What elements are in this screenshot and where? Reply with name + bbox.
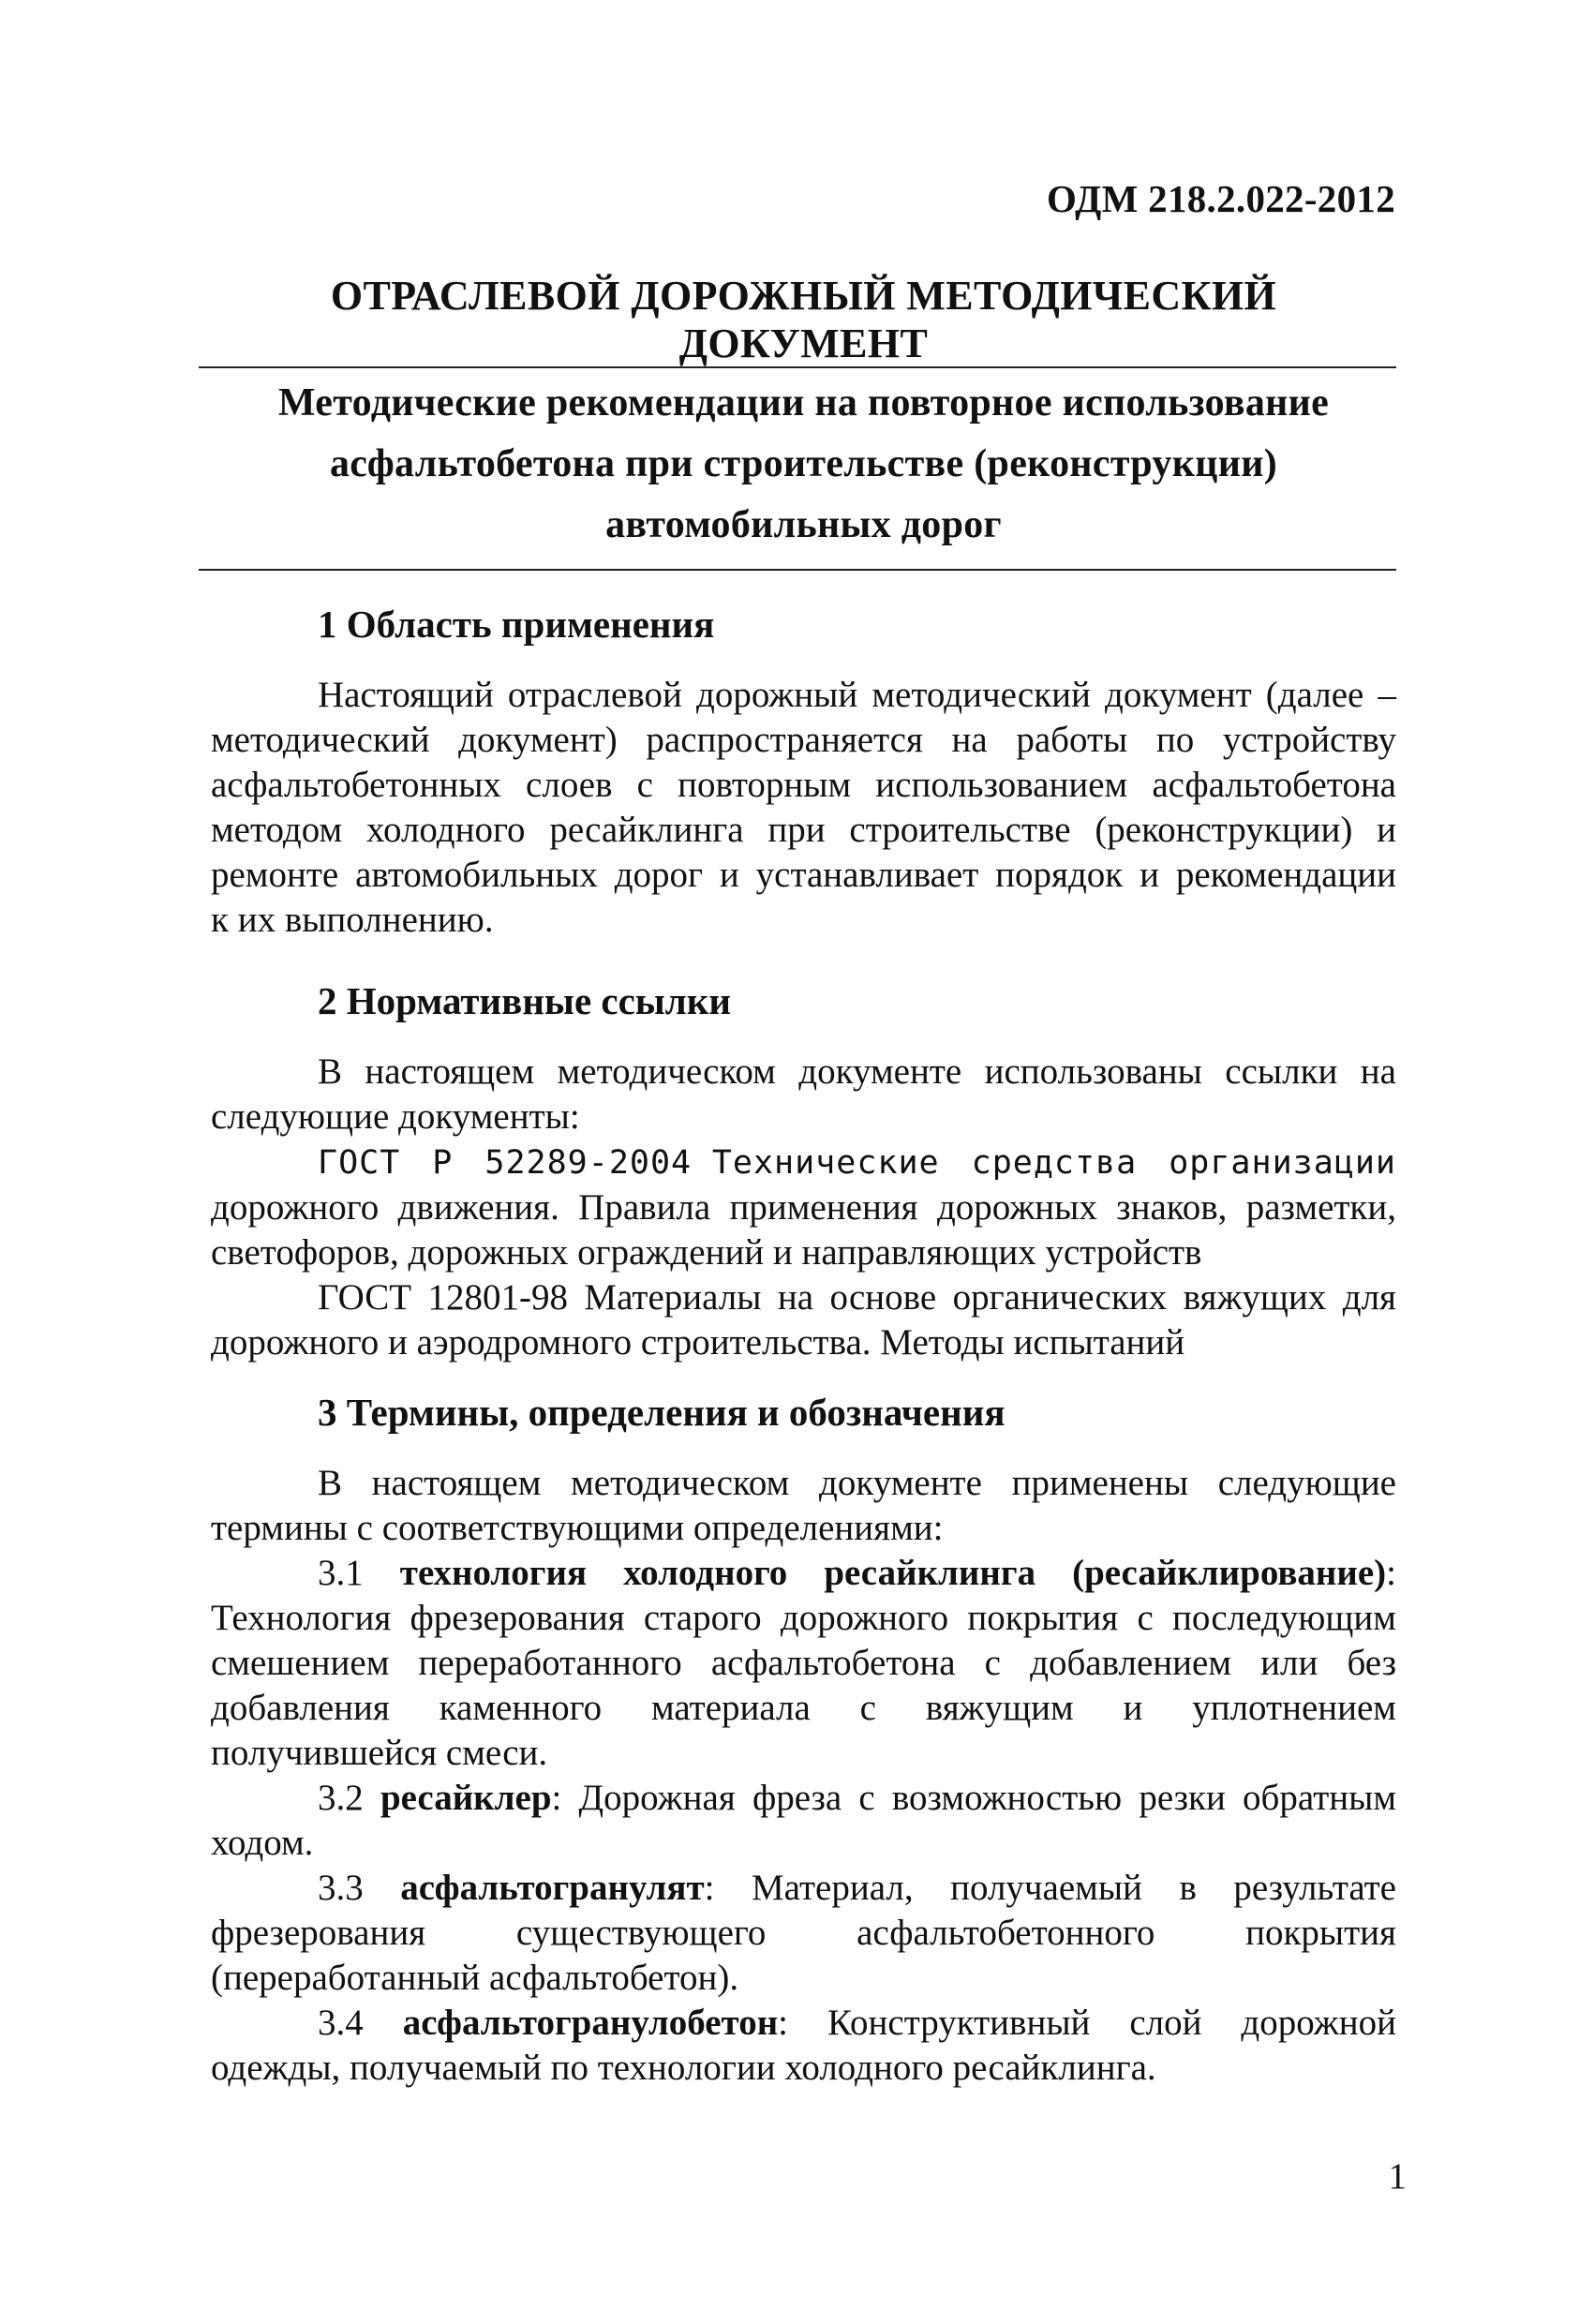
text-line: Настоящий отраслевой дорожный методический документ (далее –	[318, 675, 1396, 715]
title-rule-top	[199, 366, 1396, 368]
text-line: ГОСТ 12801-98 Материалы на основе органических вяжущих для	[318, 1277, 1396, 1318]
text-line: смешением переработанного асфальтобетона с добавлением или без	[211, 1643, 1396, 1683]
title-line: Методические рекомендации на повторное использование	[277, 381, 1330, 425]
section-terms-text	[211, 1461, 1396, 2091]
text-line: к их выполнению.	[211, 900, 494, 940]
text-line: получившейся смеси.	[211, 1733, 548, 1773]
section-scope-text	[211, 673, 1396, 943]
term-name: технология холодного ресайклинга (ресайклирование)	[399, 1553, 1387, 1593]
section-heading-references: 2 Нормативные ссылки	[318, 979, 732, 1022]
text-line: (переработанный асфальтобетон).	[211, 1958, 739, 1998]
term-number: 3.2	[318, 1778, 364, 1818]
text-line: В настоящем методическом документе использованы ссылки на	[318, 1051, 1396, 1092]
text-line: добавления каменного материала с вяжущим и уплотнением	[211, 1688, 1396, 1728]
text-line: методический документ) распространяется на работы по устройству	[211, 720, 1396, 760]
text-line: ремонте автомобильных дорог и устанавливает порядок и рекомендации	[211, 855, 1396, 895]
text-line: В настоящем методическом документе применены следующие	[318, 1463, 1396, 1503]
page-number: 1	[1388, 2156, 1407, 2197]
term-name: асфальтогранулобетон	[402, 2003, 779, 2043]
term-definition-line	[211, 1776, 1396, 1821]
term-definition-line	[211, 1866, 1396, 1911]
term-number: 3.4	[318, 2003, 364, 2043]
term-name: асфальтогранулят	[400, 1868, 705, 1908]
text-line: дорожного движения. Правила применения дорожных знаков, разметки,	[211, 1187, 1396, 1228]
text-line: термины с соответствующими определениями:	[211, 1508, 944, 1548]
section-heading-terms: 3 Термины, определения и обозначения	[318, 1391, 1006, 1434]
text-line: следующие документы:	[211, 1096, 580, 1137]
term-text: : Конструктивный слой дорожной	[778, 2003, 1396, 2043]
term-number: 3.1	[318, 1553, 364, 1593]
text-line: фрезерования существующего асфальтобетонного покрытия	[211, 1913, 1396, 1953]
title-line: асфальтобетона при строительстве (реконструкции)	[330, 442, 1277, 485]
term-text: : Материал, получаемый в результате	[704, 1868, 1396, 1908]
text-line: светофоров, дорожных ограждений и направляющих устройств	[211, 1232, 1202, 1273]
term-text: :	[1386, 1553, 1397, 1593]
text-line: одежды, получаемый по технологии холодного ресайклинга.	[211, 2048, 1156, 2088]
text-line: методом холодного ресайклинга при строительстве (реконструкции) и	[211, 810, 1396, 850]
text-line: ходом.	[211, 1823, 314, 1863]
section-references-text	[211, 1050, 1396, 1365]
text-line: дорожного и аэродромного строительства. Методы испытаний	[211, 1322, 1185, 1363]
term-number: 3.3	[318, 1868, 364, 1908]
term-text: : Дорожная фреза с возможностью резки обратным	[551, 1778, 1396, 1818]
title-rule-bottom	[199, 569, 1396, 571]
text-line: асфальтобетонных слоев с повторным использованием асфальтобетона	[211, 765, 1396, 805]
document-title	[211, 373, 1396, 556]
reference-line	[211, 1140, 1396, 1185]
text-line: Технология фрезерования старого дорожного покрытия с последующим	[211, 1598, 1396, 1638]
reference-code: ГОСТ Р 52289-2004	[318, 1144, 693, 1182]
term-definition-line	[211, 2001, 1396, 2046]
document-type-heading: ОТРАСЛЕВОЙ ДОРОЖНЫЙ МЕТОДИЧЕСКИЙ ДОКУМЕНТ	[330, 273, 1277, 366]
section-heading-scope: 1 Область применения	[318, 603, 715, 646]
term-name: ресайклер	[380, 1778, 552, 1818]
title-line: автомобильных дорог	[605, 503, 1002, 546]
document-code: ОДМ 218.2.022-2012	[1046, 177, 1395, 220]
term-definition-line	[211, 1551, 1396, 1596]
reference-title: Технические средства организации	[711, 1144, 1396, 1182]
